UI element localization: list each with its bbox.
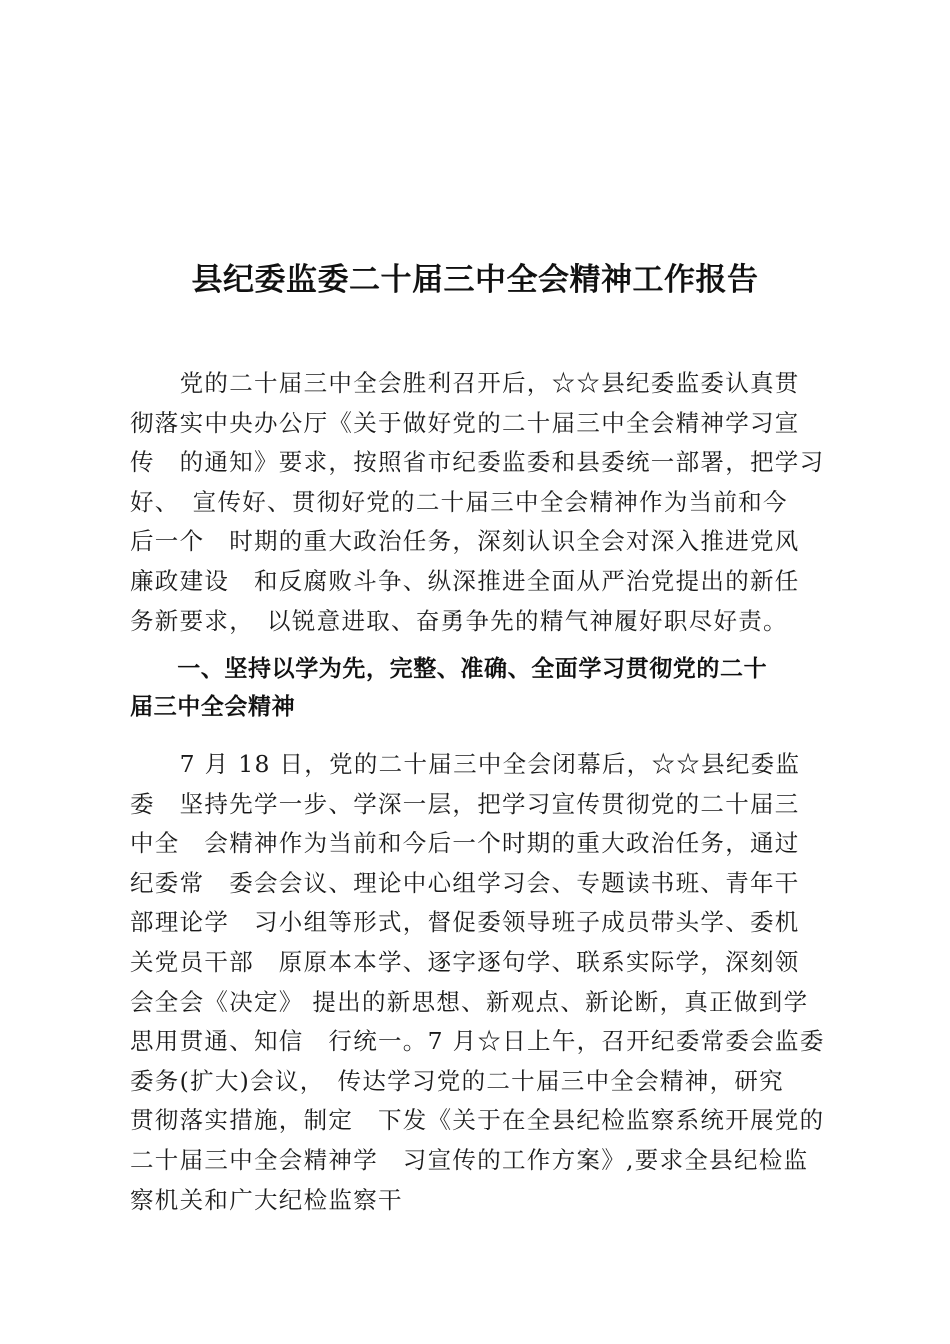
text-line: 7 月 18 日，党的二十届三中全会闭幕后，☆☆县纪委监 — [130, 750, 801, 778]
text-line: 关党员干部 原原本本学、逐字逐句学、联系实际学，深刻领 — [130, 947, 800, 976]
text-line: 会全会《决定》 提出的新思想、新观点、新论断，真正做到学 — [130, 987, 809, 1016]
section-1-paragraph — [130, 745, 850, 1220]
document-title: 县纪委监委二十届三中全会精神工作报告 — [191, 262, 759, 298]
heading-line: 届三中全会精神 — [130, 694, 296, 720]
text-line: 委 坚持先学一步、学深一层，把学习宣传贯彻党的二十届三 — [130, 789, 800, 818]
text-line: 察机关和广大纪检监察干 — [130, 1185, 403, 1214]
intro-paragraph — [130, 364, 850, 641]
text-line: 纪委常 委会会议、理论中心组学习会、专题读书班、青年干 — [130, 868, 800, 897]
text-line: 务新要求， 以锐意进取、奋勇争先的精气神履好职尽好责。 — [130, 606, 788, 635]
text-line: 二十届三中全会精神学 习宣传的工作方案》,要求全县纪检监 — [130, 1145, 809, 1174]
text-line: 彻落实中央办公厅《关于做好党的二十届三中全会精神学习宣 — [130, 408, 800, 437]
text-line: 好、 宣传好、贯彻好党的二十届三中全会精神作为当前和今 — [130, 487, 788, 516]
text-line: 党的二十届三中全会胜利召开后，☆☆县纪委监委认真贯 — [130, 369, 800, 397]
text-line: 廉政建设 和反腐败斗争、纵深推进全面从严治党提出的新任 — [130, 566, 800, 595]
text-line: 传 的通知》要求，按照省市纪委监委和县委统一部署，把学习 — [130, 448, 825, 477]
text-line: 部理论学 习小组等形式，督促委领导班子成员带头学、委机 — [130, 908, 800, 937]
text-line: 委务(扩大)会议， 传达学习党的二十届三中全会精神，研究 — [130, 1066, 784, 1095]
text-line: 思用贯通、知信 行统一。7 月☆日上午，召开纪委常委会监委 — [130, 1027, 825, 1056]
text-line: 后一个 时期的重大政治任务，深刻认识全会对深入推进党风 — [130, 527, 800, 556]
heading-line: 一、坚持以学为先，完整、准确、全面学习贯彻党的二十 — [130, 656, 768, 682]
text-line: 贯彻落实措施，制定 下发《关于在全县纪检监察系统开展党的 — [130, 1106, 825, 1135]
text-line: 中全 会精神作为当前和今后一个时期的重大政治任务，通过 — [130, 829, 800, 858]
section-heading-1 — [130, 650, 850, 726]
